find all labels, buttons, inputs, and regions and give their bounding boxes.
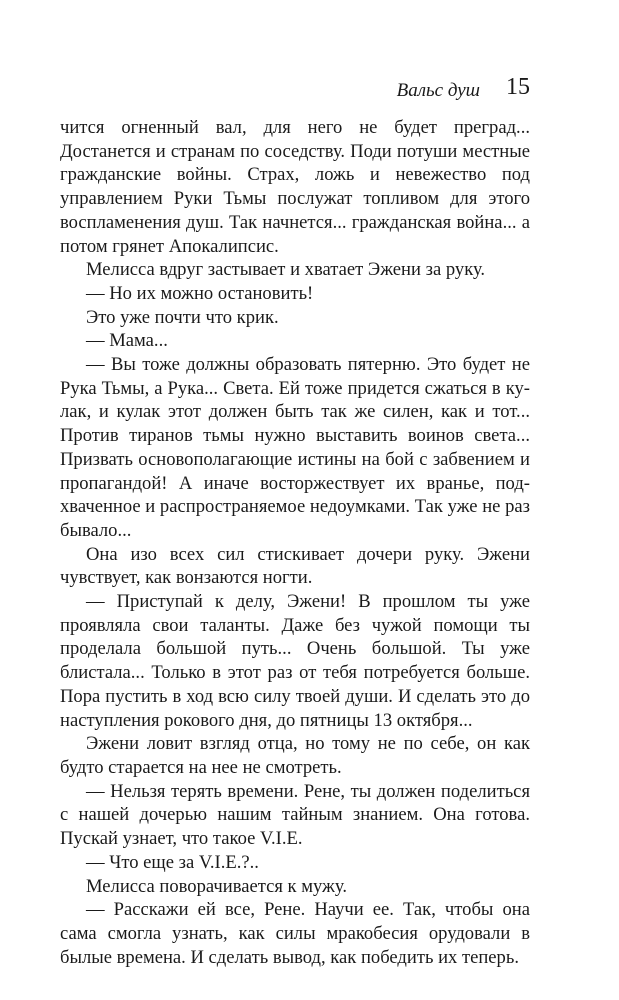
paragraph: Это уже почти что крик.: [86, 306, 279, 328]
dialogue-line: — Мама...: [86, 330, 168, 352]
paragraph: чится огненный вал, для него не будет преград... Достанется и странам по соседству. Поди потуши местные гражданские войны. Страх, ложь и невежество под управлением Руки Тьмы послужат топливом для этого воспламенения душ. Так начнется... гражданская война... а потом грянет Апокалипсис.: [60, 117, 530, 257]
paragraph: Мелисса вдруг застывает и хватает Эжени за руку.: [86, 259, 486, 281]
dialogue-line: — Что еще за V.I.E.?..: [86, 851, 259, 873]
running-title: Вальс душ: [396, 80, 480, 101]
dialogue-line: — Нельзя терять времени. Рене, ты должен поделиться с нашей дочерью нашим тайным знанием. Она готова. Пускай узнает, что такое V.I.E.: [60, 780, 530, 850]
page-number: 15: [506, 74, 530, 100]
paragraph: Она изо всех сил стискивает дочери руку. Эжени чувствует, как вонзаются ногти.: [60, 543, 530, 589]
paragraph: Эжени ловит взгляд отца, но тому не по себе, он как будто старается на нее не смотреть.: [60, 733, 530, 778]
dialogue-line: — Но их можно остановить!: [86, 282, 314, 304]
body-text: [60, 116, 530, 969]
dialogue-line: — Приступай к делу, Эжени! В прошлом ты уже проявляла свои таланты. Даже без чужой помощи ты проделала большой путь... Очень большой. Ты уже блистала... Только в этот раз от тебя потребуется больше. Пора пустить в ход всю силу твоей души. И сделать это до наступления рокового дня, до пятницы 13 октября...: [60, 591, 530, 731]
paragraph: Мелисса поворачивается к мужу.: [86, 875, 347, 897]
dialogue-line: — Вы тоже должны образовать пятерню. Это будет не Рука Тьмы, а Рука... Света. Ей тоже придется сжаться в кулак, и кулак этот должен быть так же силен, как и тот... Против тиранов тьмы нужно выставить воинов света... Призвать основополагающие истины на бой с забвением и пропагандой! А иначе восторжествует их вранье, подхваченное и распространяемое недоумками. Так уже не раз бывало...: [60, 354, 530, 541]
page-header: [60, 74, 530, 108]
dialogue-line: — Расскажи ей все, Рене. Научи ее. Так, чтобы она сама смогла узнать, как силы мракобесия орудовали в былые времена. И сделать вывод, как победить их теперь.: [60, 899, 530, 968]
